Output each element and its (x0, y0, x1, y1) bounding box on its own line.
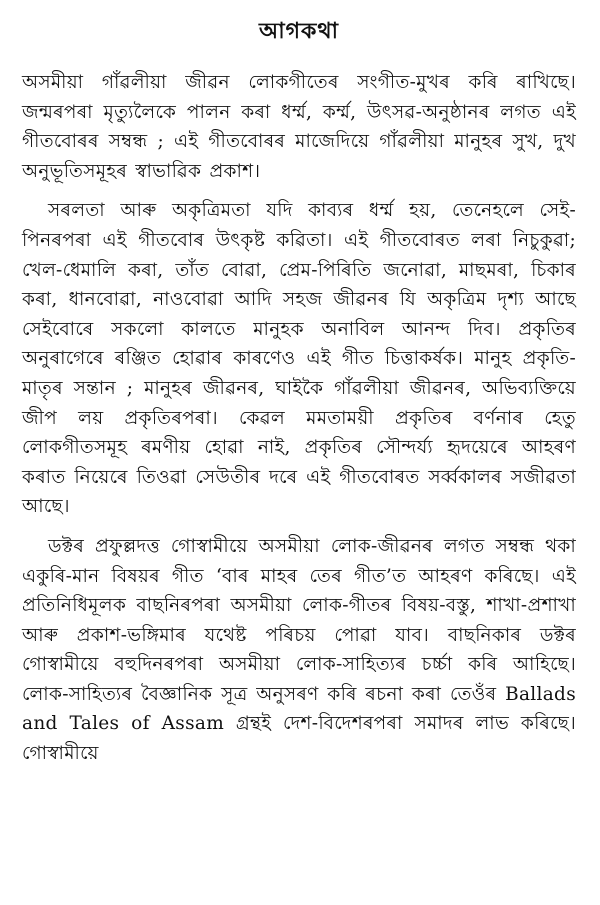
paragraph-1: অসমীয়া গাঁৱলীয়া জীৱন লোকগীতেৰ সংগীত-মুখৰ কৰি ৰাখিছে। জন্মৰপৰা মৃত্যুলৈকে পালন কৰা ধৰ্ম্ম, কৰ্ম্ম, উৎসৱ-অনুষ্ঠানৰ লগত এই গীতবোৰৰ সম্বন্ধ ; এই গীতবোৰৰ মাজেদিয়ে গাঁৱলীয়া মানুহৰ সুখ, দুখ অনুভূতিসমূহৰ স্বাভাৱিক প্ৰকাশ। (22, 72, 576, 182)
paragraph-2: সৰলতা আৰু অকৃত্ৰিমতা যদি কাব্যৰ ধৰ্ম্ম হয়, তেনেহলে সেই-পিনৰপৰা এই গীতবোৰ উৎকৃষ্ট কৱিতা। এই গীতবোৰত লৰা নিচুকুৱা; খেল-ধেমালি কৰা, তাঁত বোৱা, প্ৰেম-পিৰিতি জনোৱা, মাছমৰা, চিকাৰ কৰা, ধানবোৱা, নাওবোৱা আদি সহজ জীৱনৰ যি অকৃত্ৰিম দৃশ্য আছে সেইবোৰে সকলো কালতে মানুহক অনাবিল আনন্দ দিব। প্ৰকৃতিৰ অনুৰাগেৰে ৰঞ্জিত হোৱাৰ কাৰণেও এই গীত চিত্তাকৰ্ষক। মানুহ প্ৰকৃতি-মাতৃৰ সন্তান ; মানুহৰ জীৱনৰ, ঘাইকৈ গাঁৱলীয়া জীৱনৰ, অভিব্যক্তিয়ে জীপ লয় প্ৰকৃতিৰপৰা। কেৱল মমতাময়ী প্ৰকৃতিৰ বৰ্ণনাৰ হেতু লোকগীতসমূহ ৰমণীয় হোৱা নাই, প্ৰকৃতিৰ সৌন্দৰ্য্য হৃদয়েৰে আহৰণ কৰাত নিয়েৰে তিওৱা সেউতীৰ দৰে এই গীতবোৰত সৰ্ব্বকালৰ সজীৱতা আছে। (22, 200, 576, 518)
paragraph-3: ডক্টৰ প্ৰফুল্লদত্ত গোস্বামীয়ে অসমীয়া লোক-জীৱনৰ লগত সম্বন্ধ থকা একুৰি-মান বিষয়ৰ গীত ‘বাৰ মাহৰ তেৰ গীত’ত আহৰণ কৰিছে। এই প্ৰতিনিধিমূলক বাছনিৰপৰা অসমীয়া লোক-গীতৰ বিষয়-বস্তু, শাখা-প্ৰশাখা আৰু প্ৰকাশ-ভঙ্গিমাৰ যথেষ্ট পৰিচয় পোৱা যাব। বাছনিকাৰ ডক্টৰ গোস্বামীয়ে বহুদিনৰপৰা অসমীয়া লোক-সাহিত্যৰ চৰ্চ্চা কৰি আহিছে। লোক-সাহিত্যৰ বৈজ্ঞানিক সূত্ৰ অনুসৰণ কৰি ৰচনা কৰা তেওঁৰ Ballads and Tales of Assam গ্ৰন্থই দেশ-বিদেশৰপৰা সমাদৰ লাভ কৰিছে। গোস্বামীয়ে (22, 535, 576, 765)
page-title: আগকথা (258, 18, 340, 44)
